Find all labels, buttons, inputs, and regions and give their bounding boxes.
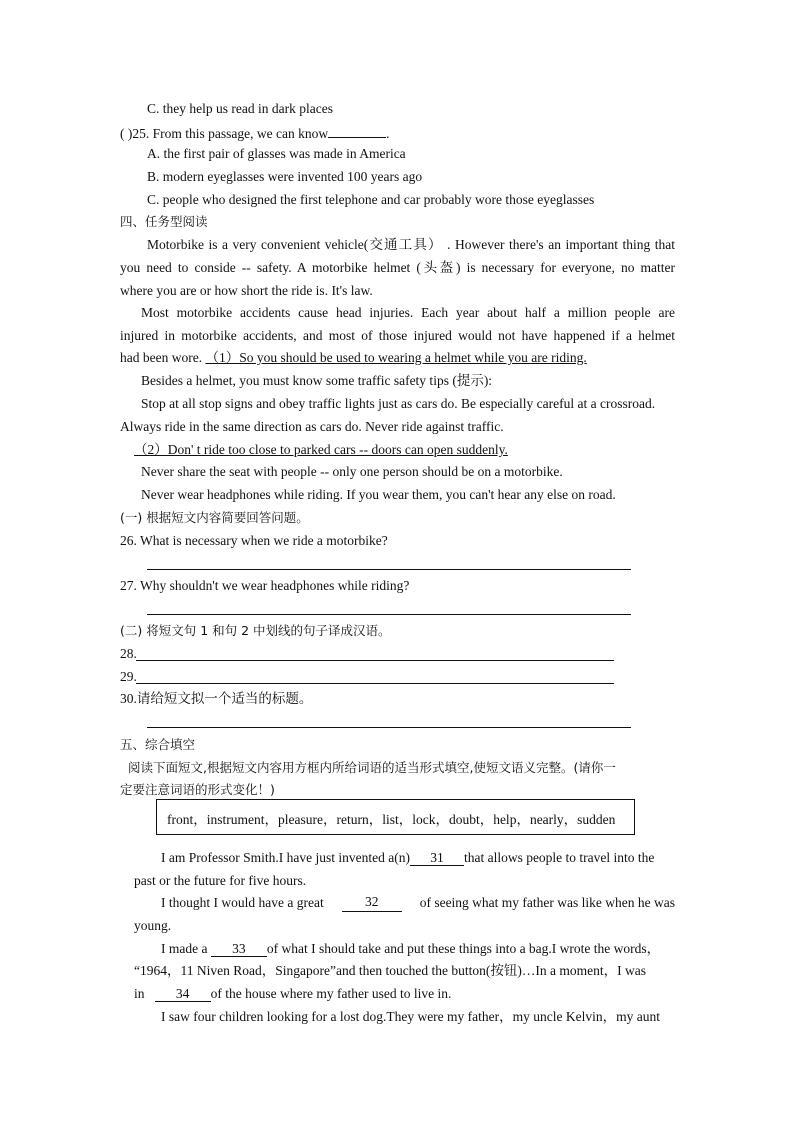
q25-answer-blank <box>328 123 386 138</box>
part2-instruction: (二) 将短文句 1 和句 2 中划线的句子译成汉语。 <box>120 623 391 638</box>
underlined-sentence-1: （1）So you should be used to wearing a helmet while you are riding. <box>205 350 587 365</box>
blank-33: 33 <box>211 941 267 957</box>
passage1-p2-line1: Most motorbike accidents cause head injuries. Each year about half a million people are <box>141 305 675 320</box>
q25-stem <box>120 123 389 141</box>
passage1-p2-line3-text: had been wore. <box>120 350 203 365</box>
passage2-s2-line1 <box>161 894 675 912</box>
q28-label: 28. <box>120 646 137 661</box>
passage2-s2-line2: young. <box>134 918 172 933</box>
passage1-p1-line2: you need to conside -- safety. A motorbike helmet (头盔) is necessary for everyone, no matter <box>120 260 675 275</box>
section5-instruction-line1: 阅读下面短文,根据短文内容用方框内所给词语的适当形式填空,使短文语义完整。(请你一 <box>128 760 616 775</box>
q24-option-c: C. they help us read in dark places <box>147 101 333 116</box>
s3-line3-text-b: of the house where my father used to live in. <box>210 986 452 1001</box>
passage1-p2-line3 <box>120 349 587 367</box>
passage2-s3-line2: “1964，11 Niven Road，Singapore”and then touched the button(按钮)…In a moment，I was <box>134 963 647 978</box>
blank-34: 34 <box>155 986 211 1002</box>
passage2-s3-line1 <box>161 940 660 958</box>
passage1-p7: Never wear headphones while riding. If you wear them, you can't hear any else on road. <box>141 487 616 502</box>
passage2-s4-line1: I saw four children looking for a lost dog.They were my father，my uncle Kelvin，my aunt <box>161 1009 660 1024</box>
q26-answer-line <box>147 569 631 570</box>
q30-question <box>120 690 312 708</box>
passage2-s3-line3 <box>134 985 451 1003</box>
passage2-s1-line1 <box>161 849 654 867</box>
s3-line3-text-a: in <box>134 986 145 1001</box>
word-bank-box <box>156 799 635 835</box>
passage1-p2-line2: injured in motorbike accidents, and most of those injured would not have happened if a helmet <box>120 328 675 343</box>
section5-heading: 五、综合填空 <box>120 737 196 752</box>
blank-31: 31 <box>410 850 464 866</box>
passage1-p1-line1: Motorbike is a very convenient vehicle(交通工具） . However there's an important thing that <box>147 237 675 252</box>
passage2-s1-line2: past or the future for five hours. <box>134 873 307 888</box>
word-bank-words: front，instrument，pleasure，return，list，lock，doubt，help，nearly，sudden <box>167 812 616 827</box>
q25-stem-text: ( )25. From this passage, we can know <box>120 126 329 141</box>
s2-text-b: of seeing what my father was like when he was <box>419 895 675 910</box>
s1-text-a: I am Professor Smith.I have just invented a(n) <box>161 850 410 865</box>
s3-text-b: of what I should take and put these things into a bag.I wrote the words， <box>266 941 661 956</box>
q28-answer-line <box>136 660 614 661</box>
underlined-sentence-2: （2）Don' t ride too close to parked cars -- doors can open suddenly. <box>134 442 508 457</box>
s1-text-b: that allows people to travel into the <box>463 850 655 865</box>
q25-option-c: C. people who designed the first telephone and car probably wore those eyeglasses <box>147 192 595 207</box>
part1-instruction: (一) 根据短文内容简要回答问题。 <box>120 510 309 525</box>
q29-answer-line <box>136 683 614 684</box>
q29-label: 29. <box>120 669 137 684</box>
q25-option-a: A. the first pair of glasses was made in America <box>147 146 406 161</box>
s2-text-a: I thought I would have a great <box>161 895 324 910</box>
q27-answer-line <box>147 614 631 615</box>
passage1-p4-line1: Stop at all stop signs and obey traffic lights just as cars do. Be especially careful at a crossroad. <box>141 396 656 411</box>
q25-option-b: B. modern eyeglasses were invented 100 years ago <box>147 169 423 184</box>
passage1-p1-line3: where you are or how short the ride is. It's law. <box>120 283 373 298</box>
q27-question: 27. Why shouldn't we wear headphones while riding? <box>120 578 410 593</box>
passage1-p6: Never share the seat with people -- only one person should be on a motorbike. <box>141 464 563 479</box>
passage1-p3: Besides a helmet, you must know some traffic safety tips (提示): <box>141 373 493 388</box>
section4-heading: 四、任务型阅读 <box>120 214 208 229</box>
q30-answer-line <box>147 727 631 728</box>
q30-text: 30.请给短文拟一个适当的标题。 <box>120 691 313 706</box>
q26-question: 26. What is necessary when we ride a motorbike? <box>120 533 388 548</box>
s3-text-a: I made a <box>161 941 208 956</box>
blank-32: 32 <box>342 894 402 912</box>
section5-instruction-line2: 定要注意词语的形式变化！) <box>120 782 275 797</box>
passage1-p4-line2: Always ride in the same direction as cars do. Never ride against traffic. <box>120 419 504 434</box>
q25-stem-end: . <box>386 126 390 141</box>
